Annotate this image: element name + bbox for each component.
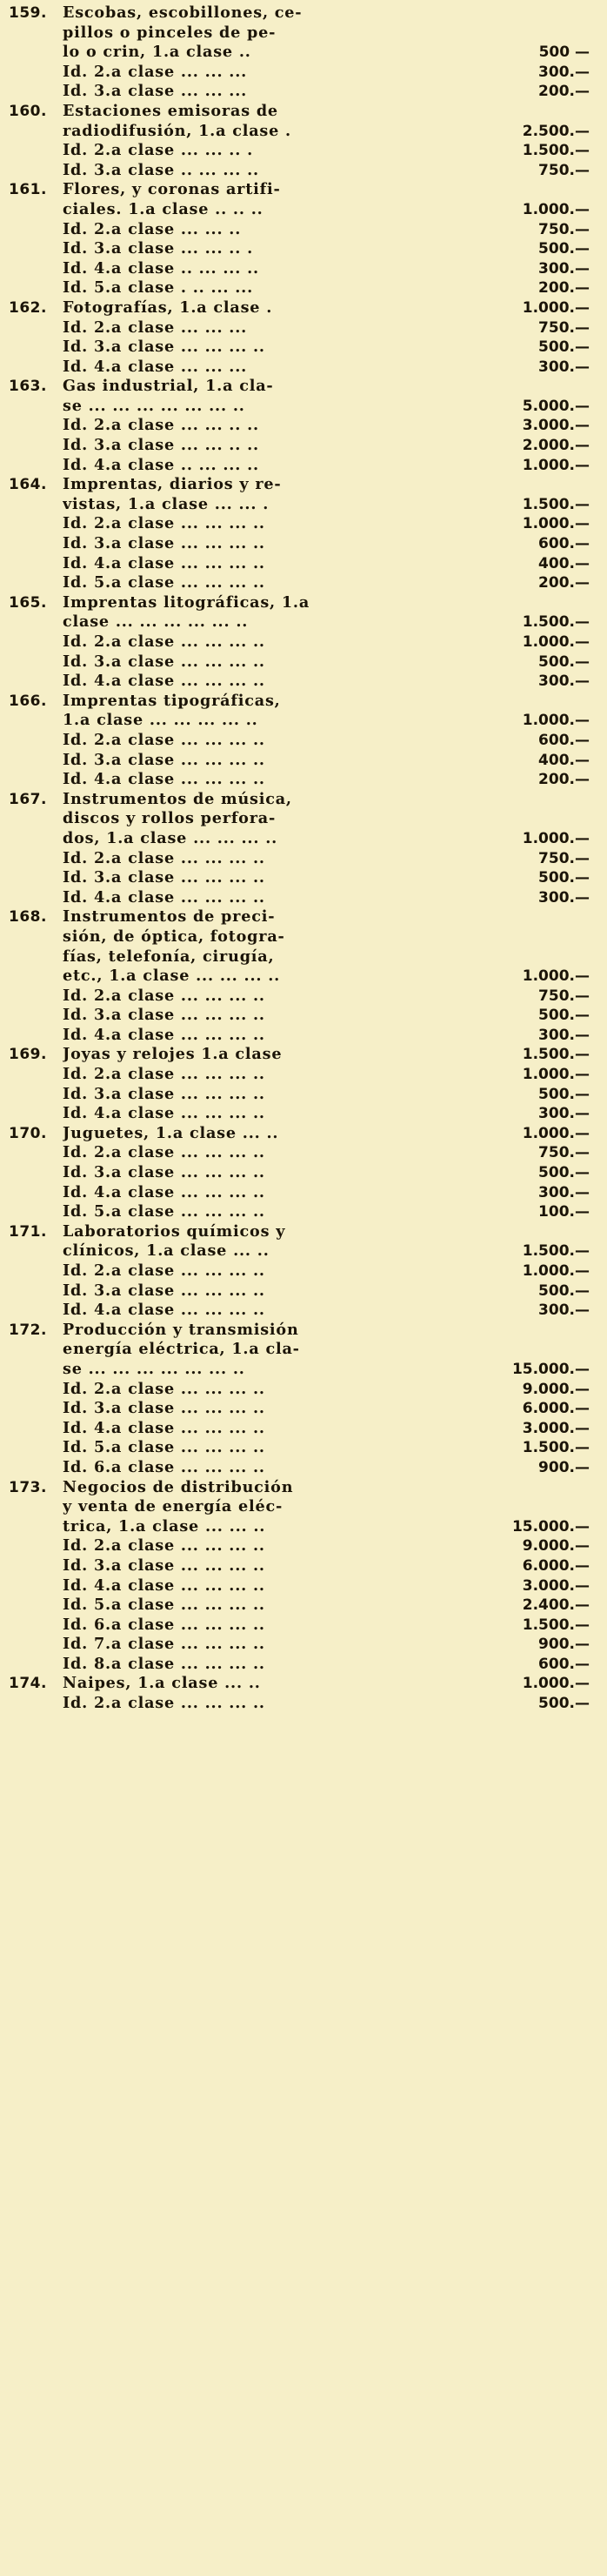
tariff-line xyxy=(9,868,595,888)
tariff-line xyxy=(9,1438,595,1458)
tariff-line xyxy=(9,1183,595,1203)
tariff-line xyxy=(9,436,595,456)
line-price: 3.000.— xyxy=(522,1576,590,1595)
tariff-line xyxy=(9,731,595,751)
line-text: etc., 1.a clase ... ... ... .. xyxy=(63,967,281,986)
tariff-line xyxy=(9,1321,595,1341)
line-text: Id. 3.a clase ... ... ... .. xyxy=(63,1163,265,1182)
line-price: 300.— xyxy=(538,888,590,907)
line-text: Id. 3.a clase ... ... ... .. xyxy=(63,750,265,769)
line-price: 300.— xyxy=(538,1026,590,1044)
line-text: Id. 3.a clase ... ... ... .. xyxy=(63,1399,265,1418)
tariff-line xyxy=(9,1655,595,1675)
line-price: 1.000.— xyxy=(522,633,590,651)
line-price: 500.— xyxy=(538,338,590,357)
tariff-line xyxy=(9,1065,595,1085)
line-price: 1.500.— xyxy=(522,495,590,513)
tariff-line xyxy=(9,200,595,220)
tariff-line xyxy=(9,318,595,338)
line-price: 1.500.— xyxy=(522,142,590,160)
line-price: 300.— xyxy=(538,1105,590,1123)
tariff-line xyxy=(9,1026,595,1046)
line-text: Id. 2.a clase ... ... ... .. xyxy=(63,514,265,533)
line-text: Id. 4.a clase ... ... ... .. xyxy=(63,770,265,789)
tariff-line xyxy=(9,612,595,632)
tariff-line xyxy=(9,632,595,652)
line-text: Id. 3.a clase ... ... ... .. xyxy=(63,1556,265,1575)
line-price: 1.500.— xyxy=(522,1242,590,1261)
tariff-line xyxy=(9,43,595,63)
line-text: se ... ... ... ... ... ... .. xyxy=(63,1359,245,1378)
tariff-line xyxy=(9,849,595,869)
line-price: 1.000.— xyxy=(522,829,590,847)
line-text: Id. 4.a clase ... ... ... .. xyxy=(63,672,265,691)
line-price: 1.500.— xyxy=(522,1439,590,1457)
tariff-line xyxy=(9,1104,595,1124)
tariff-entry xyxy=(9,1045,595,1123)
entry-number: 160. xyxy=(9,102,47,120)
entry-number: 162. xyxy=(9,298,47,317)
tariff-line xyxy=(9,1399,595,1419)
tariff-line xyxy=(9,1124,595,1144)
line-price: 300.— xyxy=(538,358,590,376)
tariff-entry xyxy=(9,475,595,593)
line-text: Id. 2.a clase ... ... .. . xyxy=(63,141,253,160)
line-price: 2.000.— xyxy=(522,437,590,455)
line-price: 300.— xyxy=(538,1301,590,1320)
tariff-line xyxy=(9,298,595,318)
line-text: Naipes, 1.a clase ... .. xyxy=(63,1674,261,1693)
tariff-line xyxy=(9,751,595,771)
entry-number: 159. xyxy=(9,4,47,22)
tariff-line xyxy=(9,1340,595,1360)
tariff-line xyxy=(9,1360,595,1380)
line-text: Id. 4.a clase ... ... ... .. xyxy=(63,553,265,572)
tariff-line xyxy=(9,711,595,731)
line-text: Laboratorios químicos y xyxy=(63,1221,286,1241)
tariff-line xyxy=(9,82,595,102)
entry-number: 167. xyxy=(9,790,47,808)
tariff-line xyxy=(9,397,595,417)
line-text: Id. 4.a clase ... ... ... .. xyxy=(63,1301,265,1320)
tariff-line xyxy=(9,278,595,298)
line-text: Id. 6.a clase ... ... ... .. xyxy=(63,1457,265,1476)
line-text: Id. 8.a clase ... ... ... .. xyxy=(63,1654,265,1673)
line-price: 400.— xyxy=(538,751,590,769)
tariff-line xyxy=(9,239,595,259)
line-text: Id. 2.a clase ... ... ... .. xyxy=(63,1694,265,1713)
line-text: Estaciones emisoras de xyxy=(63,101,278,120)
tariff-line xyxy=(9,1497,595,1517)
tariff-line xyxy=(9,770,595,790)
tariff-line xyxy=(9,1458,595,1478)
line-text: Imprentas tipográficas, xyxy=(63,691,281,710)
tariff-entry xyxy=(9,1321,595,1478)
line-text: Id. 2.a clase ... ... ... .. xyxy=(63,730,265,749)
tariff-line xyxy=(9,141,595,161)
line-text: discos y rollos perfora- xyxy=(63,809,277,828)
line-price: 1.000.— xyxy=(522,456,590,474)
line-price: 200.— xyxy=(538,574,590,592)
tariff-entry xyxy=(9,593,595,692)
line-text: Id. 2.a clase ... ... ... .. xyxy=(63,986,265,1005)
line-price: 600.— xyxy=(538,535,590,553)
tariff-line xyxy=(9,1045,595,1065)
line-text: Id. 3.a clase ... ... ... .. xyxy=(63,652,265,671)
tariff-line xyxy=(9,554,595,574)
tariff-line xyxy=(9,809,595,829)
tariff-line xyxy=(9,1261,595,1281)
line-text: radiodifusión, 1.a clase . xyxy=(63,121,291,140)
line-price: 1.500.— xyxy=(522,613,590,632)
line-price: 200.— xyxy=(538,83,590,101)
line-text: Id. 5.a clase ... ... ... .. xyxy=(63,1438,265,1457)
tariff-line xyxy=(9,672,595,692)
entry-number: 174. xyxy=(9,1675,47,1693)
tariff-entry xyxy=(9,907,595,1045)
line-price: 15.000.— xyxy=(511,1517,590,1536)
line-text: Id. 2.a clase ... ... ... xyxy=(63,62,248,81)
line-text: trica, 1.a clase ... ... .. xyxy=(63,1516,266,1536)
entry-number: 170. xyxy=(9,1124,47,1142)
line-text: Id. 3.a clase ... ... ... .. xyxy=(63,1006,265,1025)
entry-number: 161. xyxy=(9,181,47,199)
tariff-line xyxy=(9,3,595,23)
tariff-entry xyxy=(9,692,595,790)
tariff-entry xyxy=(9,377,595,475)
tariff-line xyxy=(9,967,595,987)
tariff-line xyxy=(9,927,595,947)
tariff-entry xyxy=(9,1674,595,1713)
tariff-entry xyxy=(9,790,595,908)
line-text: Negocios de distribución xyxy=(63,1477,294,1496)
line-text: Id. 2.a clase ... ... ... .. xyxy=(63,632,265,651)
line-price: 300.— xyxy=(538,63,590,81)
tariff-line xyxy=(9,987,595,1007)
tariff-line xyxy=(9,23,595,43)
tariff-line xyxy=(9,475,595,495)
line-text: Id. 3.a clase ... ... ... .. xyxy=(63,338,265,357)
tariff-line xyxy=(9,1635,595,1655)
line-text: Juguetes, 1.a clase ... .. xyxy=(63,1123,279,1142)
line-price: 100.— xyxy=(538,1203,590,1221)
line-text: Flores, y coronas artifi- xyxy=(63,180,281,199)
line-text: dos, 1.a clase ... ... ... .. xyxy=(63,828,278,847)
entry-number: 165. xyxy=(9,593,47,612)
line-price: 500.— xyxy=(538,869,590,887)
line-text: se ... ... ... ... ... ... .. xyxy=(63,396,245,415)
tariff-entry xyxy=(9,3,595,102)
line-text: Id. 3.a clase ... ... ... .. xyxy=(63,1084,265,1103)
tariff-line xyxy=(9,102,595,122)
tariff-line xyxy=(9,1006,595,1026)
line-price: 600.— xyxy=(538,731,590,749)
tariff-line xyxy=(9,161,595,181)
line-price: 300.— xyxy=(538,672,590,691)
line-price: 300.— xyxy=(538,259,590,278)
line-price: 500.— xyxy=(538,240,590,258)
tariff-line xyxy=(9,63,595,83)
line-text: Id. 2.a clase ... ... ... .. xyxy=(63,1065,265,1084)
line-price: 1.000.— xyxy=(522,712,590,730)
tariff-line xyxy=(9,692,595,712)
line-text: Id. 7.a clase ... ... ... .. xyxy=(63,1635,265,1654)
line-text: Id. 2.a clase ... ... .. xyxy=(63,219,242,238)
line-text: Id. 3.a clase ... ... ... xyxy=(63,82,248,101)
line-price: 9.000.— xyxy=(522,1380,590,1398)
line-price: 750.— xyxy=(538,987,590,1005)
tariff-line xyxy=(9,1241,595,1261)
line-price: 5.000.— xyxy=(522,397,590,415)
line-price: 6.000.— xyxy=(522,1400,590,1418)
line-text: Id. 5.a clase ... ... ... .. xyxy=(63,573,265,592)
line-text: sión, de óptica, fotogra- xyxy=(63,927,285,946)
line-text: Id. 3.a clase .. ... ... .. xyxy=(63,160,259,179)
line-price: 1.500.— xyxy=(522,1616,590,1634)
line-text: Id. 5.a clase ... ... ... .. xyxy=(63,1202,265,1221)
line-price: 1.000.— xyxy=(522,967,590,986)
tariff-line xyxy=(9,652,595,672)
line-text: Gas industrial, 1.a cla- xyxy=(63,377,274,396)
tariff-line xyxy=(9,790,595,810)
line-text: Id. 5.a clase ... ... ... .. xyxy=(63,1596,265,1615)
tariff-line xyxy=(9,947,595,967)
tariff-line xyxy=(9,220,595,240)
line-text: Id. 2.a clase ... ... ... .. xyxy=(63,1379,265,1398)
tariff-line xyxy=(9,1478,595,1498)
line-text: clínicos, 1.a clase ... .. xyxy=(63,1241,270,1261)
tariff-line xyxy=(9,180,595,200)
tariff-line xyxy=(9,1143,595,1163)
tariff-entry xyxy=(9,298,595,377)
line-text: Id. 2.a clase ... ... ... xyxy=(63,318,248,337)
line-text: Id. 3.a clase ... ... ... .. xyxy=(63,1281,265,1300)
tariff-line xyxy=(9,1085,595,1105)
line-text: Escobas, escobillones, ce- xyxy=(63,3,303,22)
line-text: vistas, 1.a clase ... ... . xyxy=(63,494,270,513)
line-text: energía eléctrica, 1.a cla- xyxy=(63,1340,300,1359)
entry-number: 163. xyxy=(9,378,47,396)
line-price: 1.000.— xyxy=(522,200,590,218)
entry-number: 168. xyxy=(9,908,47,927)
line-price: 1.500.— xyxy=(522,1046,590,1064)
line-text: Producción y transmisión xyxy=(63,1320,299,1339)
line-text: Id. 4.a clase ... ... ... .. xyxy=(63,1025,265,1044)
line-price: 15.000.— xyxy=(511,1360,590,1378)
tariff-line xyxy=(9,122,595,142)
line-price: 900.— xyxy=(538,1458,590,1476)
tariff-line xyxy=(9,1674,595,1694)
tariff-line xyxy=(9,1281,595,1301)
line-text: Fotografías, 1.a clase . xyxy=(63,298,273,317)
tariff-line xyxy=(9,495,595,515)
tariff-line xyxy=(9,416,595,436)
line-text: Id. 4.a clase .. ... ... .. xyxy=(63,258,259,278)
line-text: Id. 3.a clase ... ... .. . xyxy=(63,239,253,258)
tariff-line xyxy=(9,1596,595,1616)
line-text: Id. 2.a clase ... ... .. .. xyxy=(63,416,259,435)
tariff-line xyxy=(9,907,595,927)
tariff-entry xyxy=(9,180,595,298)
line-price: 2.400.— xyxy=(522,1596,590,1615)
entry-number: 172. xyxy=(9,1321,47,1339)
line-text: Id. 2.a clase ... ... ... .. xyxy=(63,1143,265,1162)
line-text: Id. 4.a clase ... ... ... .. xyxy=(63,1576,265,1595)
tariff-line xyxy=(9,1163,595,1183)
tariff-line xyxy=(9,888,595,908)
tariff-line xyxy=(9,358,595,378)
line-price: 6.000.— xyxy=(522,1556,590,1575)
line-price: 500.— xyxy=(538,1085,590,1103)
line-price: 500.— xyxy=(538,1695,590,1713)
line-text: ciales. 1.a clase .. .. .. xyxy=(63,199,263,218)
line-text: y venta de energía eléc- xyxy=(63,1497,283,1516)
tariff-line xyxy=(9,377,595,397)
tariff-entry xyxy=(9,1124,595,1222)
tariff-line xyxy=(9,1517,595,1537)
line-price: 750.— xyxy=(538,1144,590,1162)
line-price: 500.— xyxy=(538,1164,590,1182)
line-text: 1.a clase ... ... ... ... .. xyxy=(63,711,258,730)
tariff-line xyxy=(9,573,595,593)
tariff-line xyxy=(9,1536,595,1556)
line-price: 9.000.— xyxy=(522,1537,590,1556)
tariff-entry xyxy=(9,102,595,180)
line-price: 1.000.— xyxy=(522,515,590,533)
line-price: 300.— xyxy=(538,1183,590,1201)
line-price: 750.— xyxy=(538,161,590,179)
line-text: Id. 6.a clase ... ... ... .. xyxy=(63,1615,265,1634)
line-text: Id. 3.a clase ... ... ... .. xyxy=(63,534,265,553)
entry-number: 171. xyxy=(9,1222,47,1241)
tariff-line xyxy=(9,1202,595,1222)
line-text: Id. 2.a clase ... ... ... .. xyxy=(63,1536,265,1556)
line-text: Id. 4.a clase ... ... ... .. xyxy=(63,1104,265,1123)
line-text: lo o crin, 1.a clase .. xyxy=(63,43,251,62)
line-price: 1.000.— xyxy=(522,1124,590,1142)
line-price: 3.000.— xyxy=(522,417,590,435)
tariff-line xyxy=(9,593,595,613)
line-text: Joyas y relojes 1.a clase xyxy=(63,1045,283,1064)
line-text: Id. 2.a clase ... ... ... .. xyxy=(63,848,265,867)
line-text: Imprentas litográficas, 1.a xyxy=(63,592,310,612)
tariff-line xyxy=(9,1694,595,1714)
entry-number: 169. xyxy=(9,1046,47,1064)
entry-number: 173. xyxy=(9,1478,47,1496)
line-price: 2.500.— xyxy=(522,122,590,140)
line-text: Id. 5.a clase . .. ... ... xyxy=(63,278,253,298)
line-price: 500.— xyxy=(538,1007,590,1025)
line-price: 200.— xyxy=(538,771,590,789)
line-price: 750.— xyxy=(538,318,590,337)
line-text: Id. 3.a clase ... ... .. .. xyxy=(63,436,259,455)
line-text: Instrumentos de preci- xyxy=(63,907,276,927)
tariff-line xyxy=(9,1222,595,1242)
line-text: Id. 3.a clase ... ... ... .. xyxy=(63,868,265,887)
line-text: Id. 4.a clase .. ... ... .. xyxy=(63,455,259,474)
entry-number: 164. xyxy=(9,476,47,494)
line-price: 500 — xyxy=(538,43,590,62)
line-price: 1.000.— xyxy=(522,1675,590,1693)
tariff-line xyxy=(9,338,595,358)
tariff-line xyxy=(9,1301,595,1321)
tariff-entry xyxy=(9,1478,595,1675)
entry-number: 166. xyxy=(9,692,47,710)
line-text: Id. 2.a clase ... ... ... .. xyxy=(63,1261,265,1280)
tariff-line xyxy=(9,1616,595,1636)
tariff-line xyxy=(9,829,595,849)
tariff-line xyxy=(9,1556,595,1576)
line-price: 200.— xyxy=(538,279,590,298)
tariff-line xyxy=(9,534,595,554)
line-text: Id. 4.a clase ... ... ... .. xyxy=(63,1182,265,1201)
line-text: Instrumentos de música, xyxy=(63,789,292,808)
line-price: 1.000.— xyxy=(522,1262,590,1280)
line-price: 1.000.— xyxy=(522,298,590,317)
line-text: Imprentas, diarios y re- xyxy=(63,475,282,494)
line-price: 500.— xyxy=(538,1281,590,1300)
line-price: 3.000.— xyxy=(522,1419,590,1437)
tariff-entry xyxy=(9,1222,595,1321)
tariff-line xyxy=(9,1576,595,1596)
line-text: Id. 4.a clase ... ... ... xyxy=(63,357,248,376)
line-text: clase ... ... ... ... ... .. xyxy=(63,612,249,632)
tariff-line xyxy=(9,456,595,476)
tariff-line xyxy=(9,259,595,279)
line-price: 750.— xyxy=(538,220,590,238)
tariff-line xyxy=(9,514,595,534)
line-text: Id. 4.a clase ... ... ... .. xyxy=(63,1418,265,1437)
line-text: fías, telefonía, cirugía, xyxy=(63,947,275,966)
line-price: 500.— xyxy=(538,652,590,671)
line-price: 1.000.— xyxy=(522,1066,590,1084)
tariff-line xyxy=(9,1419,595,1439)
line-text: Id. 4.a clase ... ... ... .. xyxy=(63,887,265,907)
line-price: 900.— xyxy=(538,1636,590,1654)
line-price: 400.— xyxy=(538,554,590,572)
line-text: pillos o pinceles de pe- xyxy=(63,23,277,42)
line-price: 600.— xyxy=(538,1655,590,1673)
tariff-line xyxy=(9,1380,595,1400)
line-price: 750.— xyxy=(538,849,590,867)
